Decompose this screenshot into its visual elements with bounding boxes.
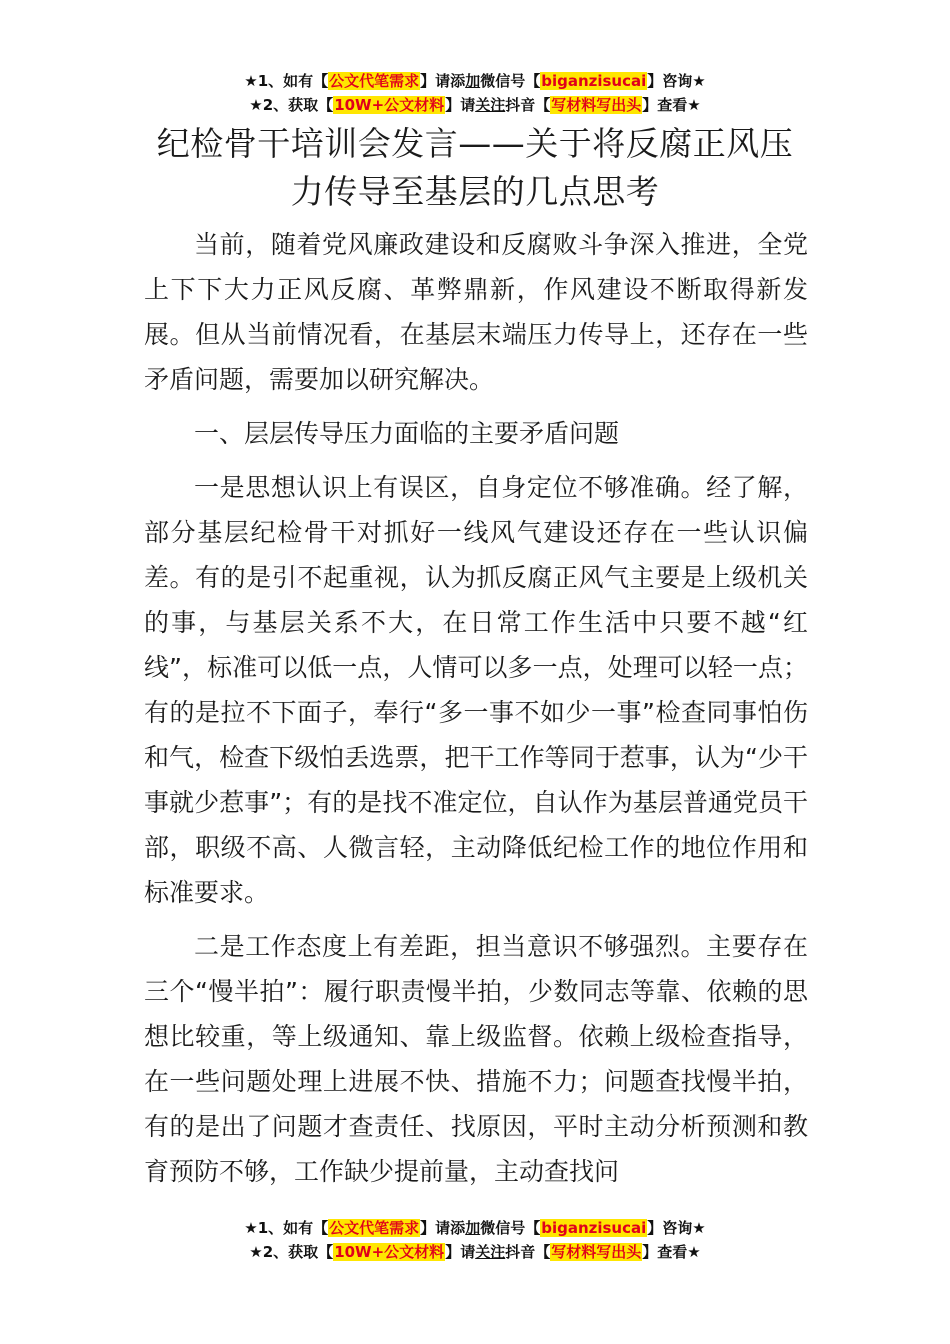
banner-text: 】咨询★: [647, 1219, 706, 1237]
wechat-id: biganzisucai: [541, 72, 647, 90]
banner-text: 】查看★: [642, 1243, 701, 1261]
banner-line-2: [0, 1240, 950, 1264]
document-body: [144, 222, 808, 1194]
douyin-account: 写材料写出头: [551, 1243, 642, 1261]
underlined-text: 关注: [475, 1243, 506, 1261]
banner-text: ★2、获取【: [249, 1243, 334, 1261]
section-heading: 一、层层传导压力面临的主要矛盾问题: [194, 419, 620, 448]
banner-text: 】请: [445, 1243, 476, 1261]
title-line-2: 力传导至基层的几点思考: [290, 172, 660, 211]
banner-text: 微信号【: [480, 1219, 541, 1237]
highlight-text: 公文代笔需求: [329, 1219, 420, 1237]
title-line-1: 纪检骨干培训会发言——关于将反腐正风压: [156, 124, 794, 163]
banner-text: ★2、获取【: [249, 96, 334, 114]
banner-line-2: [0, 93, 950, 117]
banner-text: 】请添: [420, 1219, 466, 1237]
banner-line-1: [0, 69, 950, 93]
banner-text: ★1、如有【: [244, 72, 329, 90]
highlight-text: 10W+公文材料: [334, 1243, 445, 1261]
footer-banner: [0, 1216, 950, 1264]
banner-text: 】咨询★: [647, 72, 706, 90]
paragraph-point-1: 一是思想认识上有误区，自身定位不够准确。经了解，部分基层纪检骨干对抓好一线风气建设还存在一些认识偏差。有的是引不起重视，认为抓反腐正风气主要是上级机关的事，与基层关系不大，在日常工作生活中只要不越“红线”，标准可以低一点，人情可以多一点，处理可以轻一点；有的是拉不下面子，奉行“多一事不如少一事”检查同事怕伤和气，检查下级怕丢选票，把干工作等同于惹事，认为“少干事就少惹事”；有的是找不准定位，自认作为基层普通党员干部，职级不高、人微言轻，主动降低纪检工作的地位作用和标准要求。: [144, 473, 808, 907]
highlight-text: 10W+公文材料: [334, 96, 445, 114]
banner-text: 】请添: [420, 72, 466, 90]
highlight-text: 公文代笔需求: [329, 72, 420, 90]
header-banner: [0, 69, 950, 117]
paragraph-point-2: 二是工作态度上有差距，担当意识不够强烈。主要存在三个“慢半拍”：履行职责慢半拍，少数同志等靠、依赖的思想比较重，等上级通知、靠上级监督。依赖上级检查指导，在一些问题处理上进展不快、措施不力；问题查找慢半拍，有的是出了问题才查责任、找原因，平时主动分析预测和教育预防不够，工作缺少提前量，主动查找问: [144, 932, 808, 1186]
underlined-text: 关注: [475, 96, 506, 114]
banner-text: 微信号【: [480, 72, 541, 90]
underlined-text: 加: [465, 1219, 481, 1237]
document-title: [0, 120, 950, 216]
banner-text: 】查看★: [642, 96, 701, 114]
wechat-id: biganzisucai: [541, 1219, 647, 1237]
underlined-text: 加: [465, 72, 481, 90]
banner-text: 抖音【: [505, 96, 551, 114]
banner-text: 】请: [445, 96, 476, 114]
douyin-account: 写材料写出头: [551, 96, 642, 114]
banner-line-1: [0, 1216, 950, 1240]
banner-text: ★1、如有【: [244, 1219, 329, 1237]
paragraph-intro: 当前，随着党风廉政建设和反腐败斗争深入推进，全党上下下大力正风反腐、革弊鼎新，作风建设不断取得新发展。但从当前情况看，在基层末端压力传导上，还存在一些矛盾问题，需要加以研究解决。: [144, 230, 808, 394]
banner-text: 抖音【: [505, 1243, 551, 1261]
